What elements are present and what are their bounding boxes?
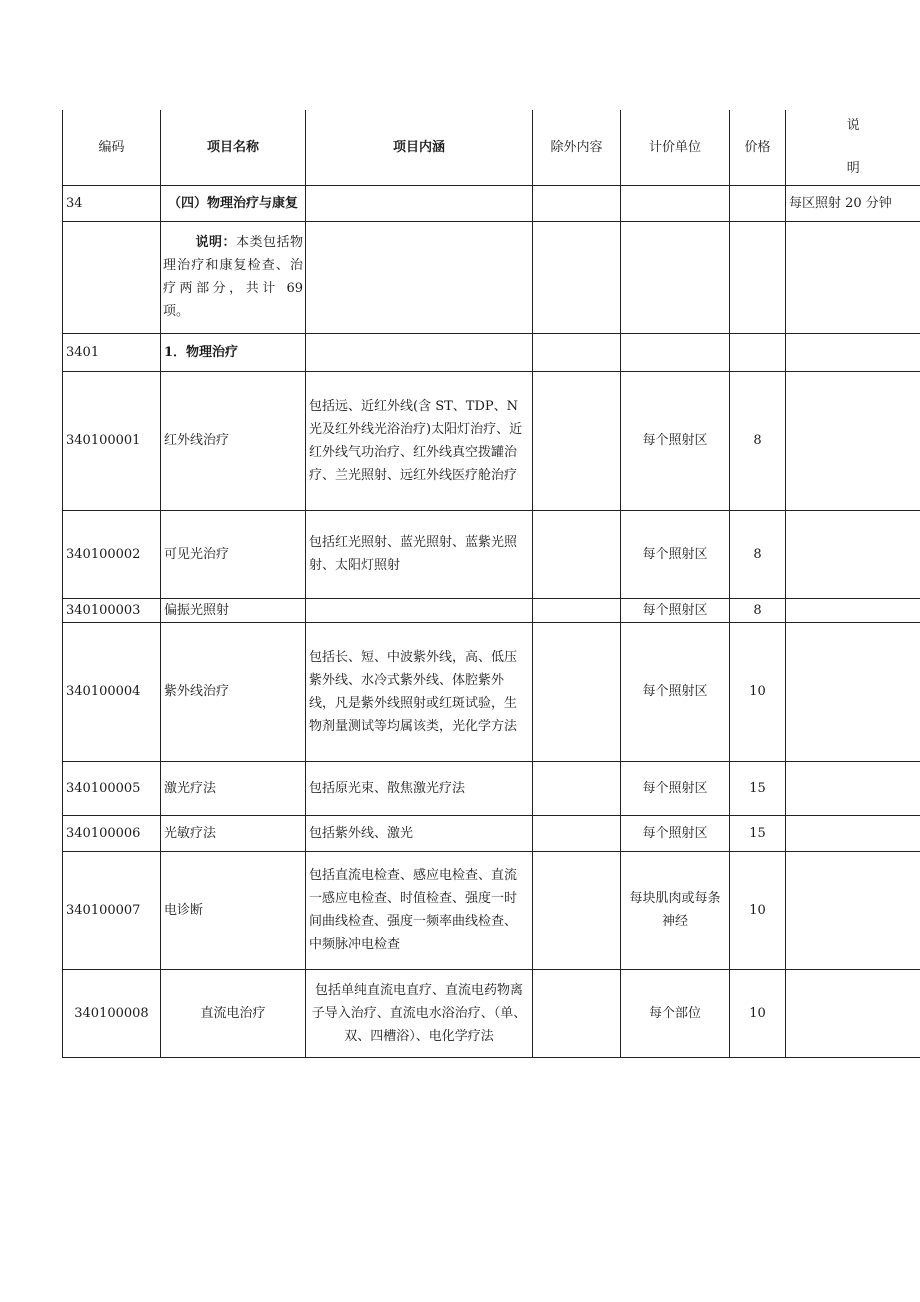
table-row <box>63 510 920 598</box>
cell-exclusion <box>533 598 621 622</box>
table-row <box>63 371 920 510</box>
cell-price <box>730 333 786 371</box>
cell-content: 包括单纯直流电直疗、直流电药物离子导入治疗、直流电水浴治疗、（单、双、四槽浴）、电化学疗法 <box>306 969 533 1057</box>
cell-code: 34 <box>63 185 161 221</box>
header-exclusion: 除外内容 <box>533 110 621 185</box>
cell-code: 340100002 <box>63 510 161 598</box>
header-code: 编码 <box>63 110 161 185</box>
cell-code: 3401 <box>63 333 161 371</box>
cell-name: 红外线治疗 <box>161 371 306 510</box>
table-row <box>63 761 920 815</box>
cell-content: 包括远、近红外线(含 ST、TDP、N 光及红外线光浴治疗)太阳灯治疗、近红外线气功治疗、红外线真空拨罐治疗、兰光照射、远红外线医疗舱治疗 <box>306 371 533 510</box>
header-content: 项目内涵 <box>306 110 533 185</box>
description-text: 本类包括物理治疗和康复检查、治疗两部分，共计 69 项。 <box>163 235 303 319</box>
cell-price: 10 <box>730 969 786 1057</box>
cell-content <box>306 185 533 221</box>
fee-table-container <box>62 110 920 1058</box>
header-row <box>63 110 920 185</box>
cell-unit <box>621 333 730 371</box>
cell-content: 包括长、短、中波紫外线，高、低压紫外线、水冷式紫外线、体腔紫外线，凡是紫外线照射或红斑试验，生物剂量测试等均属该类，光化学方法 <box>306 622 533 761</box>
cell-note <box>786 969 920 1057</box>
cell-exclusion <box>533 221 621 333</box>
cell-note <box>786 510 920 598</box>
cell-name: 光敏疗法 <box>161 815 306 851</box>
description-label: 说明： <box>195 235 236 250</box>
cell-exclusion <box>533 761 621 815</box>
cell-note <box>786 815 920 851</box>
cell-unit <box>621 185 730 221</box>
cell-content: 包括红光照射、蓝光照射、蓝紫光照射、太阳灯照射 <box>306 510 533 598</box>
cell-code: 340100004 <box>63 622 161 761</box>
cell-content: 包括紫外线、激光 <box>306 815 533 851</box>
cell-name: 偏振光照射 <box>161 598 306 622</box>
cell-unit: 每个照射区 <box>621 510 730 598</box>
cell-code: 340100007 <box>63 851 161 969</box>
cell-price: 8 <box>730 598 786 622</box>
table-row <box>63 598 920 622</box>
cell-note <box>786 622 920 761</box>
header-note <box>786 110 920 185</box>
cell-name: 直流电治疗 <box>161 969 306 1057</box>
cell-price: 8 <box>730 371 786 510</box>
cell-unit: 每个照射区 <box>621 598 730 622</box>
cell-exclusion <box>533 815 621 851</box>
table-row <box>63 969 920 1057</box>
cell-name: 激光疗法 <box>161 761 306 815</box>
table-row <box>63 815 920 851</box>
cell-exclusion <box>533 969 621 1057</box>
table-row <box>63 185 920 221</box>
cell-name: （四）物理治疗与康复 <box>161 185 306 221</box>
header-note-bottom: 明 <box>846 161 860 177</box>
cell-price: 10 <box>730 622 786 761</box>
header-unit: 计价单位 <box>621 110 730 185</box>
cell-unit <box>621 221 730 333</box>
cell-price: 10 <box>730 851 786 969</box>
cell-code: 340100008 <box>63 969 161 1057</box>
cell-price <box>730 221 786 333</box>
cell-name: 可见光治疗 <box>161 510 306 598</box>
fee-table <box>62 110 920 1058</box>
header-note-top: 说 <box>846 118 860 134</box>
cell-content: 包括直流电检查、感应电检查、直流一感应电检查、时值检查、强度一时间曲线检查、强度一频率曲线检查、中频脉冲电检查 <box>306 851 533 969</box>
cell-content <box>306 598 533 622</box>
cell-content: 包括原光束、散焦激光疗法 <box>306 761 533 815</box>
cell-exclusion <box>533 622 621 761</box>
cell-content <box>306 333 533 371</box>
cell-code: 340100001 <box>63 371 161 510</box>
cell-name <box>161 221 306 333</box>
table-row <box>63 221 920 333</box>
cell-note: 每区照射 20 分钟 <box>786 185 920 221</box>
cell-note <box>786 221 920 333</box>
cell-exclusion <box>533 851 621 969</box>
cell-unit: 每块肌肉或每条神经 <box>621 851 730 969</box>
cell-unit: 每个照射区 <box>621 371 730 510</box>
cell-code <box>63 221 161 333</box>
cell-note <box>786 598 920 622</box>
cell-note <box>786 371 920 510</box>
cell-content <box>306 221 533 333</box>
cell-code: 340100003 <box>63 598 161 622</box>
cell-unit: 每个部位 <box>621 969 730 1057</box>
cell-price: 15 <box>730 815 786 851</box>
header-price: 价格 <box>730 110 786 185</box>
cell-name: 电诊断 <box>161 851 306 969</box>
cell-price <box>730 185 786 221</box>
table-row <box>63 851 920 969</box>
cell-note <box>786 333 920 371</box>
cell-note <box>786 761 920 815</box>
table-row <box>63 622 920 761</box>
cell-unit: 每个照射区 <box>621 815 730 851</box>
cell-exclusion <box>533 371 621 510</box>
cell-code: 340100006 <box>63 815 161 851</box>
cell-note <box>786 851 920 969</box>
cell-exclusion <box>533 333 621 371</box>
header-name: 项目名称 <box>161 110 306 185</box>
cell-name: 紫外线治疗 <box>161 622 306 761</box>
cell-unit: 每个照射区 <box>621 622 730 761</box>
cell-price: 15 <box>730 761 786 815</box>
cell-unit: 每个照射区 <box>621 761 730 815</box>
cell-exclusion <box>533 185 621 221</box>
cell-exclusion <box>533 510 621 598</box>
table-row <box>63 333 920 371</box>
cell-name: 1．物理治疗 <box>161 333 306 371</box>
cell-code: 340100005 <box>63 761 161 815</box>
cell-price: 8 <box>730 510 786 598</box>
